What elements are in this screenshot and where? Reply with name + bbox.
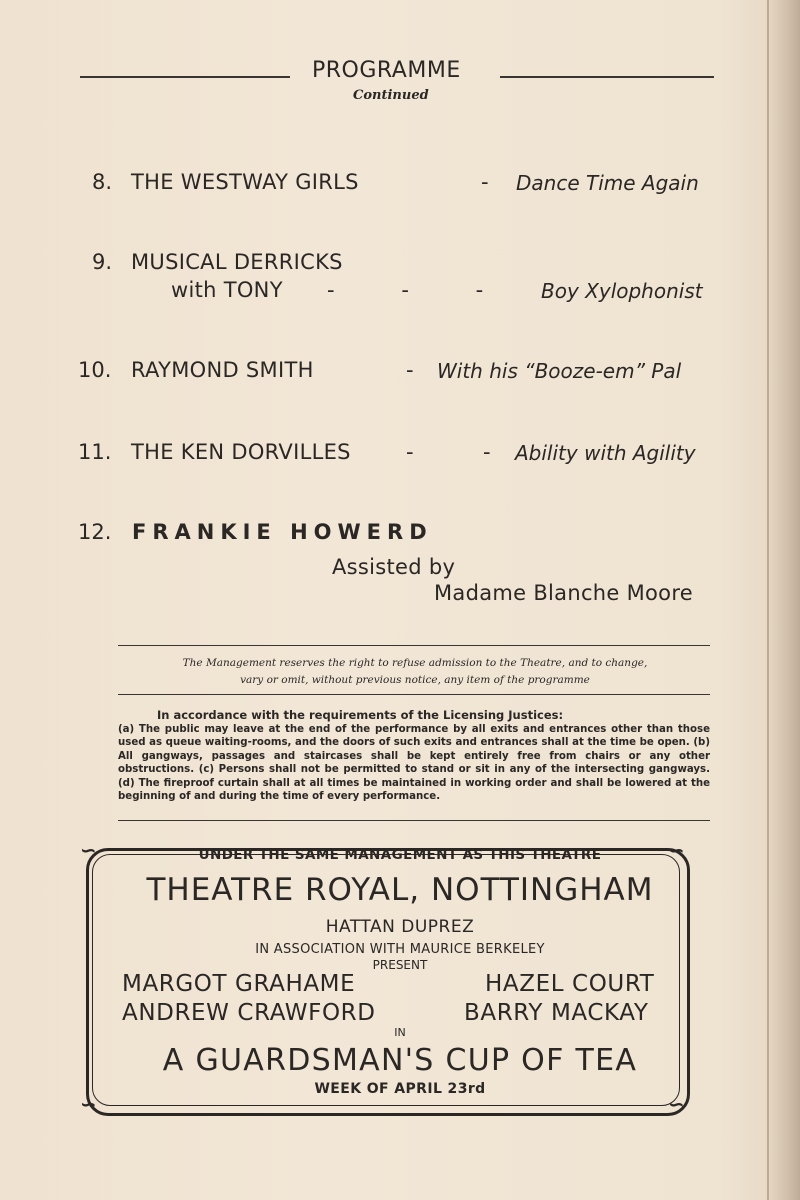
advert-play-title: A GUARDSMAN'S CUP OF TEA xyxy=(162,1043,638,1078)
page-edge-shadow xyxy=(766,0,800,1200)
item-dash: - xyxy=(406,358,414,382)
swirl-ornament-icon: ∽ xyxy=(80,838,97,862)
divider xyxy=(118,820,710,821)
item-description: Dance Time Again xyxy=(516,171,699,195)
divider xyxy=(118,645,710,646)
item-star-act: FRANKIE HOWERD xyxy=(132,520,433,544)
item-number: 8. xyxy=(92,170,113,194)
advert-cast-left-2: ANDREW CRAWFORD xyxy=(122,1000,376,1026)
swirl-ornament-icon: ∽ xyxy=(668,838,685,862)
licensing-text: (a) The public may leave at the end of the performance by all exits and entrances other than those used as queue waiting-rooms, and the doors of such exits and entrances shall at the time be open. (b) All gangways, passages and staircases shall be kept entirely free from chairs or any other obstructions. (c) Persons shall not be permitted to stand or sit in any of the intersecting gangways. (d) The fireproof curtain shall at all times be maintained in working order and shall be lowered at the beginning of and during the time of every performance. xyxy=(118,724,710,803)
advert-in: IN xyxy=(394,1026,406,1039)
item-number: 12. xyxy=(78,520,112,544)
item-assistant: Madame Blanche Moore xyxy=(434,581,694,605)
advert-cast-right-2: BARRY MACKAY xyxy=(464,1000,649,1026)
divider xyxy=(118,694,710,695)
swirl-ornament-icon: ∽ xyxy=(668,1092,685,1116)
item-description: With his “Booze-em” Pal xyxy=(437,359,682,383)
management-notice-line1: The Management reserves the right to refuse admission to the Theatre, and to change, xyxy=(182,657,648,669)
advert-week: WEEK OF APRIL 23rd xyxy=(314,1081,486,1097)
item-number: 10. xyxy=(78,358,112,382)
advert-present: PRESENT xyxy=(372,958,428,972)
advert-top-line: UNDER THE SAME MANAGEMENT AS THIS THEATRE xyxy=(198,847,602,863)
advert-association: IN ASSOCIATION WITH MAURICE BERKELEY xyxy=(255,942,545,957)
item-dashes: - - - xyxy=(327,278,484,302)
advert-theatre-name: THEATRE ROYAL, NOTTINGHAM xyxy=(146,872,654,908)
item-number: 9. xyxy=(92,250,113,274)
item-dash: - xyxy=(481,170,489,194)
swirl-ornament-icon: ∽ xyxy=(80,1092,97,1116)
item-description: Boy Xylophonist xyxy=(541,279,703,303)
item-act: RAYMOND SMITH xyxy=(131,358,314,382)
item-act: THE WESTWAY GIRLS xyxy=(131,170,359,194)
item-dash: - xyxy=(406,440,414,464)
advert-cast-left-1: MARGOT GRAHAME xyxy=(122,971,356,997)
item-assisted-by: Assisted by xyxy=(332,555,456,579)
item-act-line2: with TONY xyxy=(171,278,283,302)
header-rule-right xyxy=(500,76,714,78)
programme-subtitle: Continued xyxy=(353,88,429,103)
licensing-heading: In accordance with the requirements of the Licensing Justices: xyxy=(157,708,564,722)
page-fold-line xyxy=(767,0,769,1200)
item-dash: - xyxy=(483,440,491,464)
management-notice-line2: vary or omit, without previous notice, any item of the programme xyxy=(240,674,590,686)
item-description: Ability with Agility xyxy=(515,441,696,465)
advert-cast-right-1: HAZEL COURT xyxy=(485,971,655,997)
header-rule-left xyxy=(80,76,290,78)
item-act: MUSICAL DERRICKS xyxy=(131,250,343,274)
item-act: THE KEN DORVILLES xyxy=(131,440,351,464)
programme-title: PROGRAMME xyxy=(312,58,461,83)
advert-producer: HATTAN DUPREZ xyxy=(325,917,475,937)
item-number: 11. xyxy=(78,440,112,464)
